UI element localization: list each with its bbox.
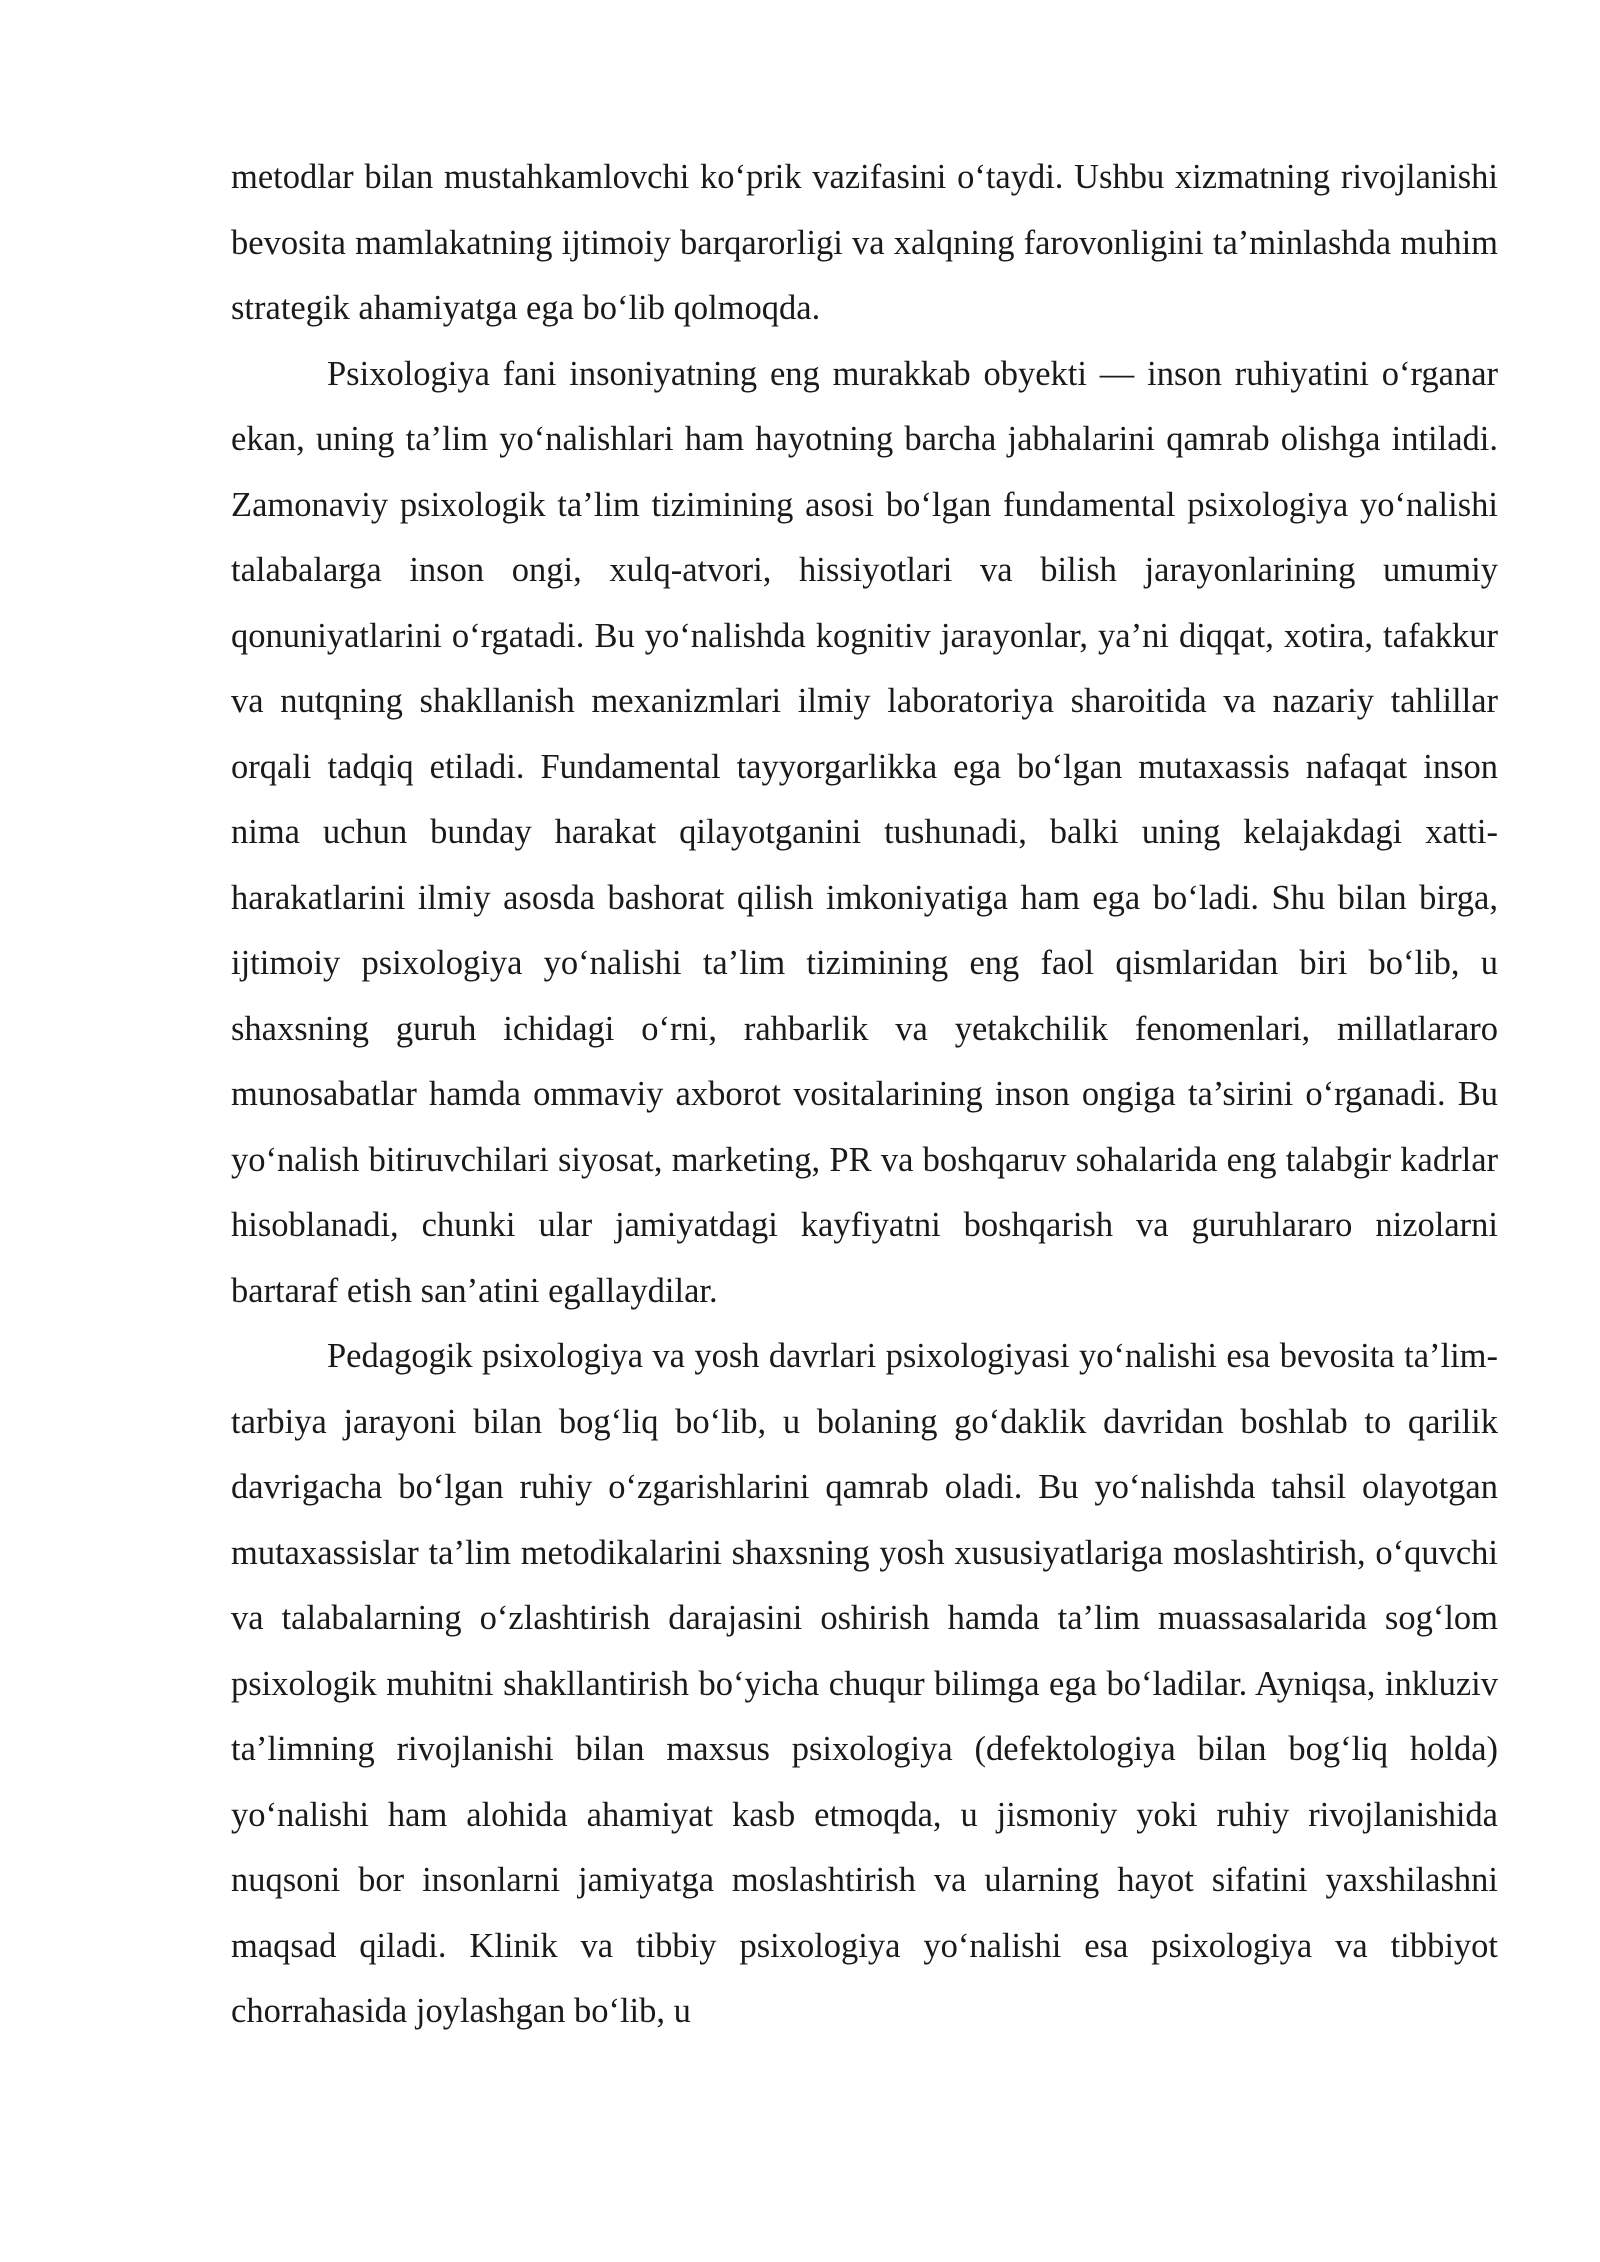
paragraph-fundamental-psychology: Psixologiya fani insoniyatning eng murakkab obyekti — inson ruhiyatini o‘rganar ekan, uning ta’lim yo‘nalishlari ham hayotning barcha jabhalarini qamrab olishga intiladi. Zamonaviy psixologik ta’lim tizimining asosi bo‘lgan fundamental psixologiya yo‘nalishi talabalarga inson ongi, xulq-atvori, hissiyotlari va bilish jarayonlarining umumiy qonuniyatlarini o‘rgatadi. Bu yo‘nalishda kognitiv jarayonlar, ya’ni diqqat, xotira, tafakkur va nutqning shakllanish mexanizmlari ilmiy laboratoriya sharoitida va nazariy tahlillar orqali tadqiq etiladi. Fundamental tayyorgarlikka ega bo‘lgan mutaxassis nafaqat inson nima uchun bunday harakat qilayotganini tushunadi, balki uning kelajakdagi xatti-harakatlarini ilmiy asosda bashorat qilish imkoniyatiga ham ega bo‘ladi. Shu bilan birga, ijtimoiy psixologiya yo‘nalishi ta’lim tizimining eng faol qismlaridan biri bo‘lib, u shaxsning guruh ichidagi o‘rni, rahbarlik va yetakchilik fenomenlari, millatlararo munosabatlar hamda ommaviy axborot vositalarining inson ongiga ta’sirini o‘rganadi. Bu yo‘nalish bitiruvchilari siyosat, marketing, PR va boshqaruv sohalarida eng talabgir kadrlar hisoblanadi, chunki ular jamiyatdagi kayfiyatni boshqarish va guruhlararo nizolarni bartaraf etish san’atini egallaydilar. (231, 354, 1498, 1310)
paragraph-pedagogical-psychology: Pedagogik psixologiya va yosh davrlari psixologiyasi yo‘nalishi esa bevosita ta’lim-tarbiya jarayoni bilan bog‘liq bo‘lib, u bolaning go‘daklik davridan boshlab to qarilik davrigacha bo‘lgan ruhiy o‘zgarishlarini qamrab oladi. Bu yo‘nalishda tahsil olayotgan mutaxassislar ta’lim metodikalarini shaxsning yosh xususiyatlariga moslashtirish, o‘quvchi va talabalarning o‘zlashtirish darajasini oshirish hamda ta’lim muassasalarida sog‘lom psixologik muhitni shakllantirish bo‘yicha chuqur bilimga ega bo‘ladilar. Ayniqsa, inkluziv ta’limning rivojlanishi bilan maxsus psixologiya (defektologiya bilan bog‘liq holda) yo‘nalishi ham alohida ahamiyat kasb etmoqda, u jismoniy yoki ruhiy rivojlanishida nuqsoni bor insonlarni jamiyatga moslashtirish va ularning hayot sifatini yaxshilashni maqsad qiladi. Klinik va tibbiy psixologiya yo‘nalishi esa psixologiya va tibbiyot chorrahasida joylashgan bo‘lib, u (231, 1337, 1498, 2030)
document-body (231, 145, 1498, 2045)
paragraph-continuation: metodlar bilan mustahkamlovchi ko‘prik vazifasini o‘taydi. Ushbu xizmatning rivojlanishi bevosita mamlakatning ijtimoiy barqarorligi va xalqning farovonligini ta’minlashda muhim strategik ahamiyatga ega bo‘lib qolmoqda. (231, 158, 1498, 327)
